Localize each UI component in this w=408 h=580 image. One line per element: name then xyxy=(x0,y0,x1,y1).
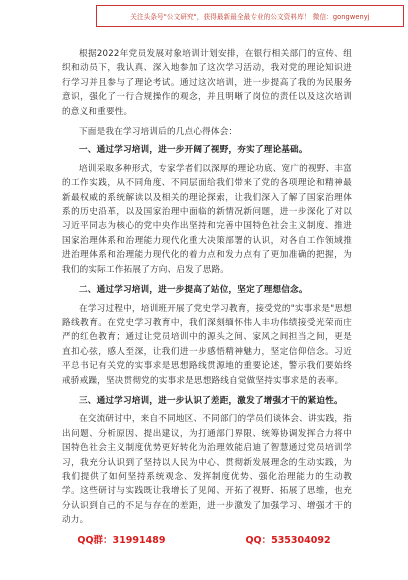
paragraph-lead: 下面是我在学习培训后的几点心得体会： xyxy=(79,127,238,138)
heading-section-1: 一、通过学习培训，进一步开阔了视野，夯实了理论基础。 xyxy=(79,145,308,156)
heading-section-3: 三、通过学习培训，进一步认识了差距，激发了增强才干的紧迫性。 xyxy=(79,395,343,406)
footer-contacts xyxy=(0,532,408,548)
header-banner xyxy=(96,5,404,27)
heading-section-2: 二、通过学习培训，进一步提高了站位，坚定了理想信念。 xyxy=(79,285,308,296)
banner-text: 关注头条号"公文研究"，获得最新最全最专业的公文资料库！ 微信：gongwenyj xyxy=(130,13,370,21)
paragraph-section-3: 在交流研讨中，来自不同地区、不同部门的学员们谈体会、讲实践，指出问题、分析原因、提出建议，为打通部门界限、统筹协调发挥合力将中国特色社会主义制度优势更好转化为治理效能启迪了智慧通过党员培训学习，我充分认识到了坚持以人民为中心、贯彻新发展理念的生动实践，为我们提供了如何坚持系统观念、发挥制度优势、强化治理能力的生动教学。这些研讨与实践既让我增长了见闻、开拓了视野、拓展了思维，也充分认识到自己的不足与存在的差距，进一步激发了加强学习、增强才干的动力。 xyxy=(62,414,352,526)
paragraph-intro: 根据2022年党员发展对象培训计划安排，在银行相关部门的宣传、组织和动员下，我认真、深入地参加了这次学习活动，我对党的理论知识进行学习并且参与了理论考试。通过这次培训，进一步提高了我的为民服务意识，强化了一行合规操作的观念，并且明晰了岗位的责任以及这次培训的意义和重要性。 xyxy=(62,49,352,117)
document-body xyxy=(62,47,352,528)
paragraph-section-2: 在学习过程中，培训班开展了党史学习教育，接受党的"实事求是"思想路线教育。在党史学习教育中，我们深刻缅怀伟人丰功伟绩接受光荣而庄严的红色教育；通过让党员培训中的源头之间、家风之间担当之间，更是直扣心弦，感人至深，让我们进一步感悟精神魅力，坚定信仰信念。习近平总书记有关党的实事求是思想路线贯源地的重要论述，警示我们要始终戒骄戒躁，坚决贯彻党的实事求是思想路线自觉做坚持实事求是的表率。 xyxy=(62,303,352,386)
footer-qq: QQ：535304092 xyxy=(245,535,331,546)
paragraph-section-1: 培训采取多种形式，专家学者们以深厚的理论功底、宽广的视野、丰富的工作实践，从不同角度、不同层面给我们带来了党的各项理论和精神最新最权威的系统解读以及相关的理论探索，让我们深入了解了国家治理体系的历史沿革，以及国家治理中面临的新情况新问题，进一步深化了对以习近平同志为核心的党中央作出坚持和完善中国特色社会主义制度、推进国家治理体系和治理能力现代化重大决策部署的认识，对各自工作领域推进治理体系和治理能力现代化的着力点和发力点有了更加准确的把握，为我们的实际工作拓展了方向、启发了思路。 xyxy=(62,163,352,275)
footer-qq-group: QQ群：31991489 xyxy=(77,535,166,546)
